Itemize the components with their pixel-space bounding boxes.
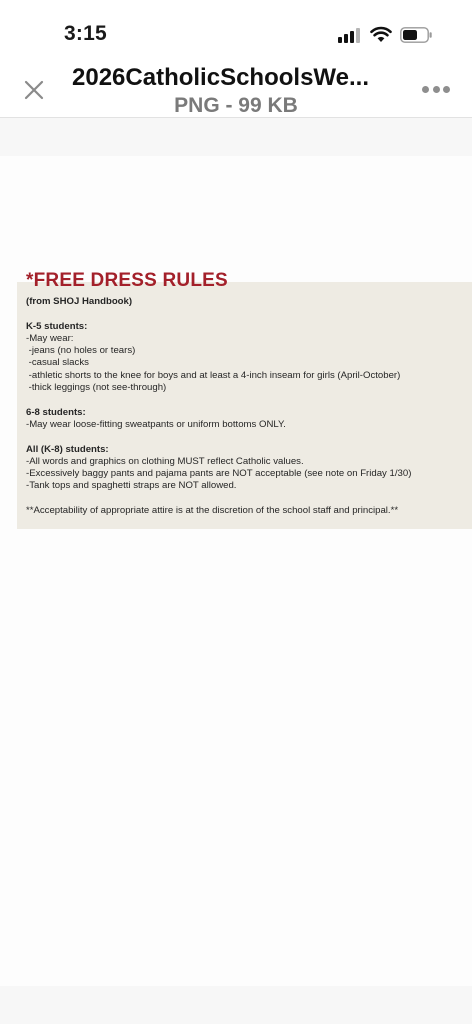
all-rule: -All words and graphics on clothing MUST reflect Catholic values.: [26, 455, 304, 467]
k5-rule: -thick leggings (not see-through): [26, 382, 167, 394]
k5-rule: -casual slacks: [26, 357, 89, 369]
status-time: 3:15: [64, 22, 107, 45]
cellular-signal-icon: [338, 28, 362, 43]
all-rule: -Tank tops and spaghetti straps are NOT allowed.: [26, 480, 237, 492]
k5-rule: -jeans (no holes or tears): [26, 345, 136, 357]
document-image: [0, 156, 472, 986]
more-horizontal-icon[interactable]: [420, 82, 452, 98]
wifi-icon: [370, 25, 392, 43]
all-rule: -Excessively baggy pants and pajama pants are NOT acceptable (see note on Friday 1/30): [26, 468, 412, 480]
file-title: 2026CatholicSchoolsWe...: [72, 64, 369, 91]
all-heading: All (K-8) students:: [26, 443, 109, 455]
discretion-note: **Acceptability of appropriate attire is at the discretion of the school staff and principal.**: [26, 505, 399, 517]
file-preview-header: [0, 56, 472, 118]
rules-content: [26, 296, 466, 517]
rules-source: (from SHOJ Handbook): [26, 296, 133, 307]
rules-heading: *FREE DRESS RULES: [26, 270, 228, 291]
status-bar: [0, 0, 472, 64]
file-info: PNG - 99 KB: [174, 94, 298, 117]
battery-icon: [400, 27, 433, 43]
g68-rule: -May wear loose-fitting sweatpants or uniform bottoms ONLY.: [26, 418, 286, 430]
k5-rule: -athletic shorts to the knee for boys and at least a 4-inch inseam for girls (April-October): [26, 369, 401, 381]
k5-rule: -May wear:: [26, 332, 74, 344]
k5-heading: K-5 students:: [26, 320, 88, 332]
g68-heading: 6-8 students:: [26, 406, 86, 418]
image-viewer[interactable]: [0, 118, 472, 1024]
